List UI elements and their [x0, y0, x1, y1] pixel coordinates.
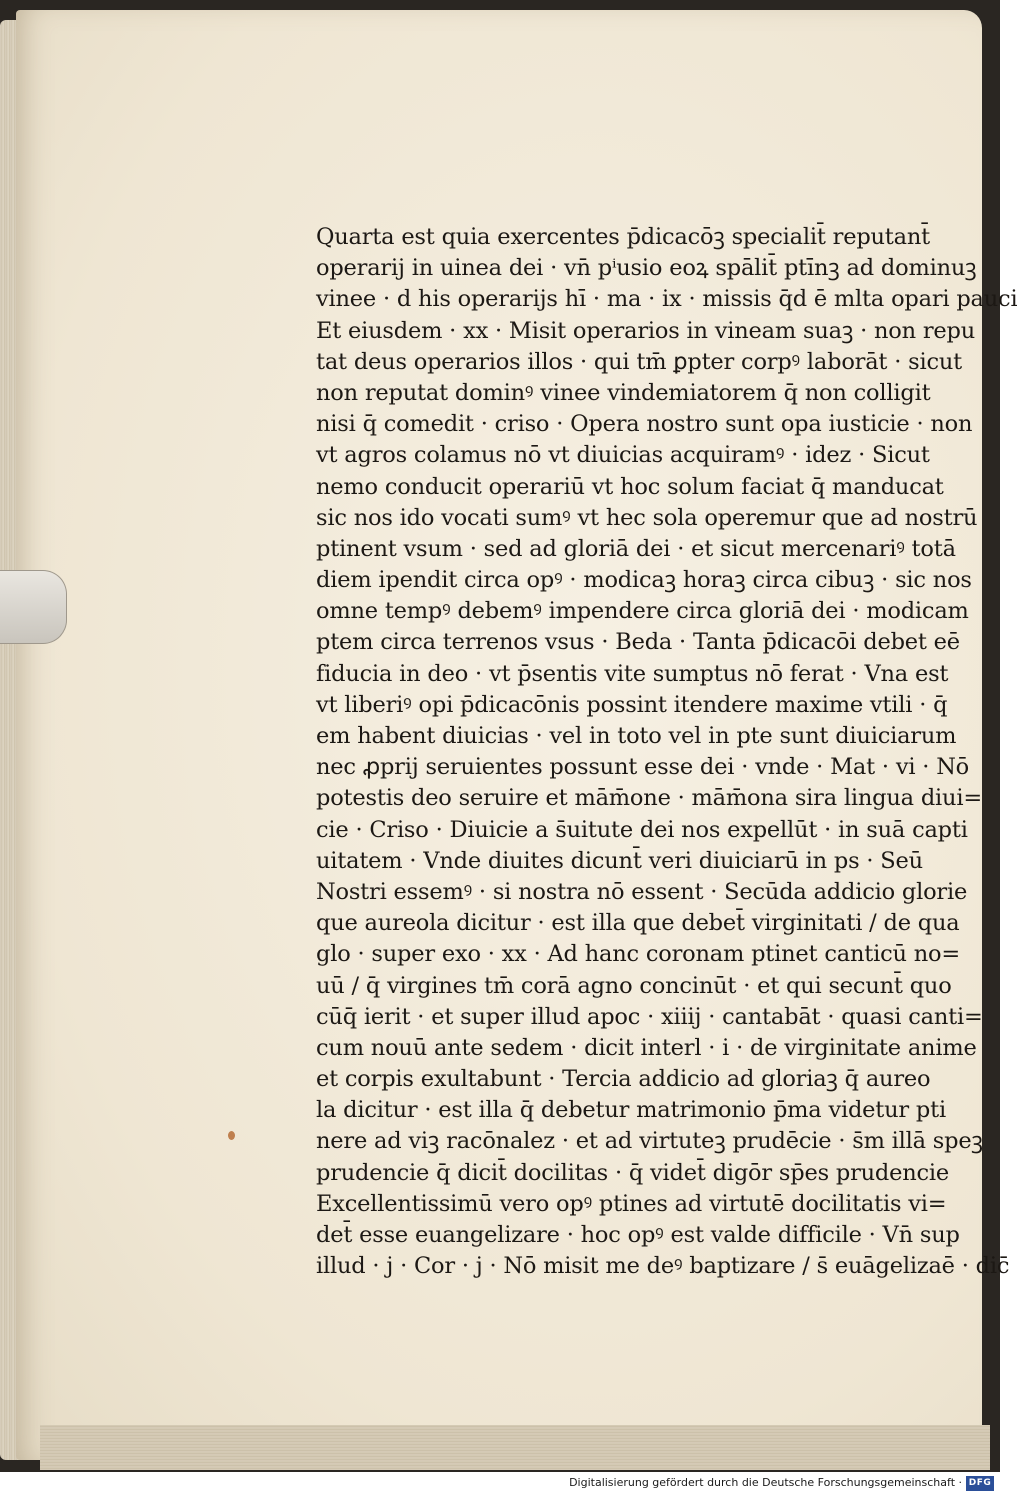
- text-line: det̄ esse euangelizare · hoc opꝰ est valde difficile · Vn̄ sup: [316, 1222, 960, 1248]
- text-line: nemo conducit operariū vt hoc solum faciat q̄ manducat: [316, 473, 944, 500]
- text-line: nec ꝓprij seruientes possunt esse dei · vnde · Mat · vi · Nō: [316, 754, 970, 781]
- credit-footer: [0, 1472, 1000, 1495]
- text-line: nisi q̄ comedit · criso · Opera nostro sunt opa iusticie · non: [316, 411, 973, 438]
- funding-credit-text: Digitalisierung gefördert durch die Deutsche Forschungsgemeinschaft ·: [569, 1476, 962, 1489]
- text-line: non reputat dominꝰ vinee vindemiatorem q̄ non colligit: [316, 379, 931, 406]
- text-line: vt liberiꝰ opi p̄dicacōnis possint itendere maxime vtili · q̄: [316, 691, 948, 718]
- text-line: la dicitur · est illa q̄ debetur matrimonio p̄ma videtur pti: [316, 1097, 946, 1124]
- page-stack-bottom: [40, 1425, 990, 1470]
- text-line: Excellentissimū vero opꝰ ptines ad virtutē docilitatis vi=: [316, 1190, 947, 1217]
- text-line: vinee · d his operarijs hī · ma · ix · missis q̄d ē mlta opari pauci: [316, 286, 1017, 313]
- text-line: Nostri essemꝰ · si nostra nō essent · Secūda addicio glorie: [316, 878, 968, 905]
- printed-text-block: [316, 222, 1017, 1282]
- text-line: cie · Criso · Diuicie a s̄uitute dei nos expellūt · in suā capti: [316, 816, 968, 843]
- ink-stain: [228, 1131, 235, 1140]
- bookmark-tab: [0, 570, 67, 644]
- text-line: illud · j · Cor · j · Nō misit me deꝰ baptizare / s̄ euāgelizaē · dic̄: [316, 1253, 1010, 1280]
- text-line: Et eiusdem · xx · Misit operarios in vineam suaꝫ · non repu: [316, 317, 976, 344]
- text-line: fiducia in deo · vt p̄sentis vite sumptus nō ferat · Vna est: [316, 660, 949, 687]
- text-line: potestis deo seruire et mām̄one · mām̄ona sira lingua diui=: [316, 785, 982, 812]
- text-line: sic nos ido vocati sumꝰ vt hec sola operemur que ad nostrū: [316, 504, 978, 531]
- text-line: nere ad viꝫ racōnalez · et ad virtuteꝫ prudēcie · s̄m illā speꝫ: [316, 1128, 983, 1155]
- text-line: ptinent vsum · sed ad gloriā dei · et sicut mercenariꝰ totā: [316, 535, 956, 562]
- text-line: uitatem · Vnde diuites dicunt̄ veri diuiciarū in ps · Seū: [316, 847, 923, 874]
- text-line: glo · super exo · xx · Ad hanc coronam ptinet canticū no=: [316, 941, 961, 968]
- text-line: que aureola dicitur · est illa que debet̄ virginitati / de qua: [316, 910, 960, 937]
- text-line: vt agros colamus nō vt diuicias acquiramꝰ · idez · Sicut: [316, 442, 930, 469]
- text-line: diem ipendit circa opꝰ · modicaꝫ horaꝫ circa cibuꝫ · sic nos: [316, 567, 972, 594]
- text-line: omne tempꝰ debemꝰ impendere circa gloriā dei · modicam: [316, 598, 969, 625]
- text-line: prudencie q̄ dicit̄ docilitas · q̄ videt̄ digōr sp̄es prudencie: [316, 1159, 950, 1186]
- text-line: ptem circa terrenos vsus · Beda · Tanta p̄dicacōi debet eē: [316, 629, 960, 656]
- text-line: cūq̄ ierit · et super illud apoc · xiiij · cantabāt · quasi canti=: [316, 1003, 983, 1030]
- dfg-logo-icon: DFG: [966, 1476, 994, 1491]
- text-line: uū / q̄ virgines tm̄ corā agno concinūt · et qui secunt̄ quo: [316, 972, 952, 999]
- text-line: tat deus operarios illos · qui tm̄ ꝑpter corpꝰ laborāt · sicut: [316, 348, 963, 375]
- text-line: em habent diuicias · vel in toto vel in pte sunt diuiciarum: [316, 723, 957, 749]
- text-line: operarij in uinea dei · vn̄ pⁱusio eoꝝ spālit̄ ptīnꝫ ad dominuꝫ: [316, 255, 977, 282]
- text-line: Quarta est quia exercentes p̄dicacōꝫ specialit̄ reputant̄: [316, 224, 930, 250]
- text-line: et corpis exultabunt · Tercia addicio ad gloriaꝫ q̄ aureo: [316, 1066, 931, 1093]
- text-line: cum nouū ante sedem · dicit interl · i · de virginitate anime: [316, 1034, 977, 1061]
